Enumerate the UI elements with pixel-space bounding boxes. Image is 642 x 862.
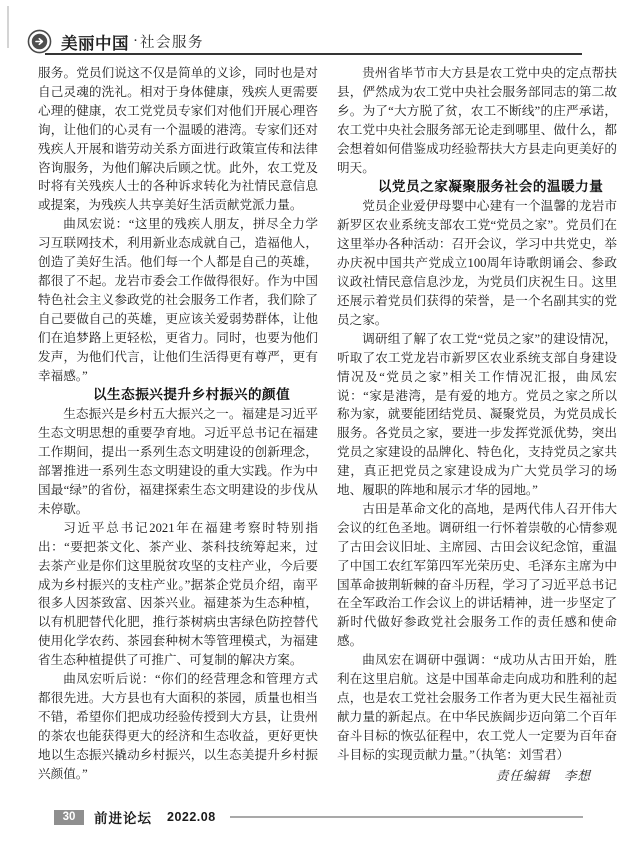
- right-column: [337, 64, 617, 786]
- paragraph: 习近平总书记2021年在福建考察时特别指出：“要把茶文化、茶产业、茶科技统筹起来，过去茶产业是你们这里脱贫攻坚的支柱产业，今后要成为乡村振兴的支柱产业。”据茶企党员介绍，南平很多人因茶致富、因茶兴业。福建茶为生态种植，以有机肥替代化肥，推行茶树病虫害绿色防控替代使用化学农药、茶园套种树木等管理模式，为福建省生态种植提供了可推广、可复制的解决方案。: [38, 520, 318, 668]
- paragraph: 曲凤宏听后说：“你们的经营理念和管理方式都很先进。大方县也有大面积的茶园，质量也相当不错，希望你们把成功经验传授到大方县，让贵州的茶农也能获得更大的经济和生态收益，更好更快地以生态振兴撬动乡村振兴，以生态美提升乡村振兴颜值。”: [38, 672, 318, 781]
- section-label: 社会服务: [140, 35, 204, 51]
- paragraph: 贵州省毕节市大方县是农工党中央的定点帮扶县，俨然成为农工党中央社会服务部同志的第二故乡。为了“大方脱了贫，农工不断线”的庄严承诺，农工党中央社会服务部无论走到哪里、做什么，都会想着如何借鉴成功经验帮扶大方县走向更美好的明天。: [337, 66, 617, 175]
- brand-title: 美丽中国: [61, 34, 129, 53]
- page-footer: [54, 808, 583, 826]
- journal-name: 前进论坛: [94, 811, 152, 826]
- article-body: [38, 64, 617, 786]
- header-rule: [45, 53, 582, 55]
- paragraph: 服务。党员们说这不仅是简单的义诊，同时也是对自己灵魂的洗礼。相对于身体健康，残疾人更需要心理的健康，农工党党员专家们对他们开展心理咨询，让他们的心灵有一个温暖的港湾。专家们还对残疾人开展和谐劳动关系方面进行政策宣传和法律咨询服务，为他们解决后顾之忧。此外，农工党及时将有关残疾人士的各种诉求转化为社情民意信息或提案，为残疾人共享美好生活贡献党派力量。: [38, 66, 318, 213]
- editor-credit: 责任编辑 李想: [495, 768, 591, 783]
- paragraph: 生态振兴是乡村五大振兴之一。福建是习近平生态文明思想的重要孕育地。习近平总书记在福建工作期间，提出一系列生态文明建设的创新理念，部署推进一系列生态文明建设的重大实践。作为中国最“绿”的省份，福建探索生态文明建设的步伐从未停歇。: [38, 407, 318, 516]
- page-header: [27, 29, 204, 54]
- paragraph: 古田是革命文化的高地，是两代伟人召开伟大会议的红色圣地。调研组一行怀着崇敬的心情参观了古田会议旧址、主席园、古田会议纪念馆，重温了中国工农红军第四军光荣历史、毛泽东主席为中国革命披荆斩棘的奋斗历程，学习了习近平总书记在全军政治工作会议上的讲话精神，进一步坚定了新时代做好参政党社会服务工作的责任感和使命感。: [337, 501, 617, 649]
- left-column: [38, 64, 318, 786]
- section-heading: 以生态振兴提升乡村振兴的颜值: [92, 387, 291, 403]
- circle-arrow-icon: [27, 29, 52, 54]
- brand-separator: ·: [133, 33, 138, 49]
- paragraph: 曲凤宏在调研中强调：“成功从古田开始，胜利在这里启航。这是中国革命走向成功和胜利的起点，也是农工党社会服务工作者为更大民生福祉贡献力量的新起点。在中华民族阔步迈向第二个百年奋斗目标的恢弘征程中，农工党人一定要为百年奋斗目标的实现贡献力量。”（执笔：刘雪君）: [337, 653, 617, 762]
- page-number-badge: 30: [54, 810, 84, 825]
- paragraph: 调研组了解了农工党“党员之家”的建设情况，听取了农工党龙岩市新罗区农业系统支部自身建设情况及“党员之家”相关工作情况汇报，曲凤宏说：“家是港湾，是有爱的地方。党员之家之所以称为家，就要能团结党员、凝聚党员，为党员成长服务。各党员之家，要进一步发挥党派优势，突出党员之家建设的品牌化、特色化，支持党员之家共建，真正把党员之家建设成为广大党员学习的场地、履职的阵地和展示才华的园地。”: [337, 331, 617, 498]
- section-heading: 以党员之家凝聚服务社会的温暖力量: [377, 179, 604, 195]
- scan-edge-artifact: [7, 6, 9, 48]
- paragraph: 曲凤宏说：“这里的残疾人朋友，拼尽全力学习互联网技术，利用新业态成就自己，造福他人，创造了美好生活。他们每一个人都是自己的英雄，都很了不起。龙岩市委会工作做得很好。作为中国特色社会主义参政党的社会服务工作者，我们除了自己要做自己的英雄，更应该关爱弱势群体，让他们在追梦路上更轻松，更省力。同时，也要为他们发声，为他们代言，让他们生活得更有尊严，更有幸福感。”: [38, 217, 318, 383]
- issue-date: 2022.08: [167, 810, 216, 824]
- paragraph: 党员企业爱伊母婴中心建有一个温馨的龙岩市新罗区农业系统支部农工党“党员之家”。党员们在这里举办各种活动：召开会议，学习中共党史，举办庆祝中国共产党成立100周年诗歌朗诵会、参政议政社情民意信息沙龙，为党员们庆祝生日。这里还展示着党员们获得的荣誉，是一个名副其实的党员之家。: [337, 199, 617, 327]
- footer-rule: [230, 816, 583, 818]
